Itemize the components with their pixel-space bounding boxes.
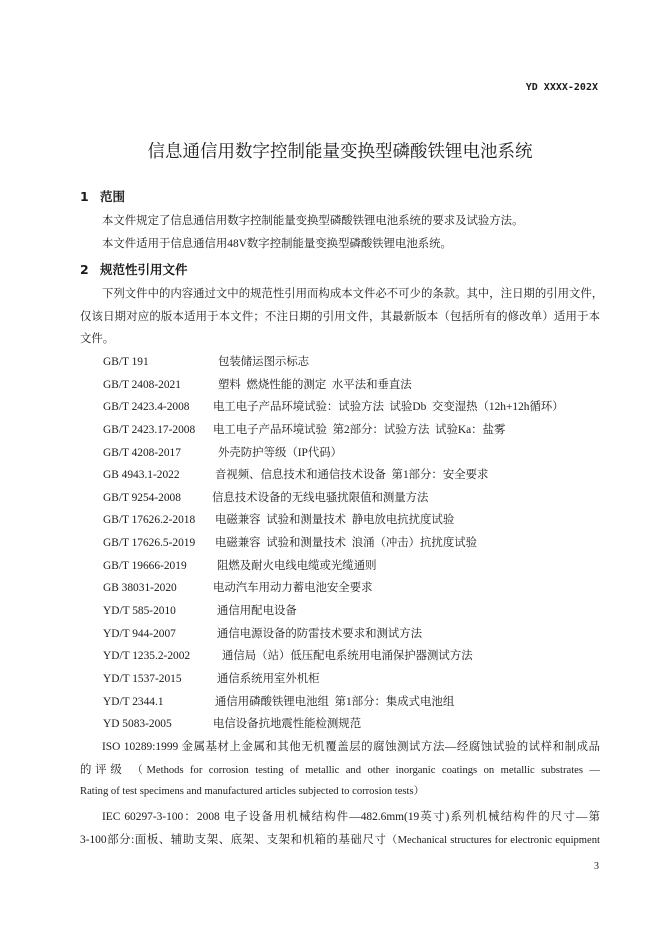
reference-title: 通信用磷酸铁锂电池组 第1部分：集成式电池组 (215, 695, 455, 708)
normative-references-intro (80, 283, 604, 351)
iso-reference (80, 736, 600, 804)
iec-line-2 (80, 829, 600, 852)
reference-code: YD/T 2344.1 (103, 695, 164, 708)
reference-row (103, 464, 603, 487)
reference-code: YD/T 1537-2015 (103, 672, 182, 685)
iso-line-3: Rating of test specimens and manufactured articles subjected to corrosion tests） (80, 786, 425, 798)
reference-code: GB/T 4208-2017 (103, 446, 181, 459)
scope-paragraph-2: 本文件适用于信息通信用48V数字控制能量变换型磷酸铁锂电池系统。 (102, 237, 452, 250)
reference-title: 电磁兼容 试验和测量技术 静电放电抗扰度试验 (215, 514, 455, 527)
reference-title: 电磁兼容 试验和测量技术 浪涌（冲击）抗扰度试验 (215, 537, 477, 550)
document-code-header: YD XXXX-202X (525, 82, 598, 93)
section-1-heading (80, 186, 380, 208)
reference-row (103, 509, 603, 532)
scope-paragraph-1: 本文件规定了信息通信用数字控制能量变换型磷酸铁锂电池系统的要求及试验方法。 (102, 215, 524, 227)
section-2-heading (80, 259, 380, 281)
reference-code: GB/T 191 (103, 356, 149, 368)
reference-code: YD/T 585-2010 (103, 605, 176, 618)
reference-row (103, 532, 603, 555)
reference-title: 通信系统用室外机柜 (217, 672, 320, 685)
reference-title: 通信局（站）低压配电系统用电涌保护器测试方法 (222, 650, 473, 663)
reference-row (103, 600, 603, 623)
section-2-title: 规范性引用文件 (100, 262, 188, 277)
reference-row (103, 442, 603, 465)
reference-title: 通信电源设备的防雷技术要求和测试方法 (217, 627, 423, 640)
reference-code: GB/T 17626.2-2018 (103, 514, 196, 527)
reference-row (103, 668, 603, 691)
reference-title: 电工电子产品环境试验：试验方法 试验Db 交变湿热（12h+12h循环） (213, 401, 564, 414)
reference-title: 电动汽车用动力蓄电池安全要求 (213, 582, 373, 595)
iso-line-2 (80, 759, 600, 782)
reference-code: YD/T 1235.2-2002 (103, 650, 191, 663)
reference-row (103, 577, 603, 600)
reference-code: GB/T 2423.4-2008 (103, 401, 190, 414)
iso-line-1: ISO 10289:1999 金属基材上金属和其他无机覆盖层的腐蚀测试方法—经腐蚀试验的试样和制成品 (102, 741, 600, 753)
iso-line-2-cn: 的评级 (80, 763, 133, 776)
reference-code: GB 4943.1-2022 (103, 469, 180, 482)
reference-code: YD 5083-2005 (103, 718, 172, 731)
reference-code: GB/T 2423.17-2008 (103, 423, 196, 436)
reference-title: 电工电子产品环境试验 第2部分：试验方法 试验Ka：盐雾 (213, 423, 506, 436)
iec-line-2-en: （Mechanical structures for electronic equipment (386, 834, 600, 846)
reference-code: YD/T 944-2007 (103, 627, 176, 640)
reference-row (103, 645, 603, 668)
reference-row (103, 396, 603, 419)
reference-row (103, 374, 603, 397)
reference-row (103, 487, 603, 510)
section-1-number: 1 (80, 189, 89, 204)
reference-list (103, 351, 603, 736)
reference-row (103, 691, 603, 714)
iec-reference (80, 806, 600, 851)
reference-code: GB/T 2408-2021 (103, 378, 181, 391)
reference-title: 音视频、信息技术和通信技术设备 第1部分：安全要求 (215, 469, 489, 482)
reference-row (103, 419, 603, 442)
reference-code: GB 38031-2020 (103, 582, 177, 595)
reference-code: GB/T 19666-2019 (103, 559, 187, 572)
reference-code: GB/T 17626.5-2019 (103, 537, 196, 550)
reference-title: 信息技术设备的无线电骚扰限值和测量方法 (212, 491, 429, 504)
reference-row (103, 623, 603, 646)
intro-line-2: 仅该日期对应的版本适用于本文件；不注日期的引用文件，其最新版本（包括所有的修改单）适用于本 (80, 310, 600, 323)
reference-row (103, 351, 603, 374)
section-1-body (102, 210, 523, 255)
iec-line-1: IEC 60297-3-100：2008 电子设备用机械结构件—482.6mm(19英寸)系列机械结构件的尺寸—第 (102, 811, 600, 823)
reference-title: 塑料 燃烧性能的测定 水平法和垂直法 (218, 378, 412, 391)
document-title: 信息通信用数字控制能量变换型磷酸铁锂电池系统 (147, 142, 533, 162)
iec-line-2-cn: 3-100部分:面板、辅助支架、底架、支架和机箱的基础尺寸 (80, 833, 387, 846)
reference-row (103, 713, 603, 736)
section-2-number: 2 (80, 262, 89, 277)
page-number: 3 (594, 861, 599, 872)
intro-line-1: 下列文件中的内容通过文中的规范性引用而构成本文件必不可少的条款。其中，注日期的引用文件， (102, 288, 604, 300)
reference-title: 通信用配电设备 (217, 605, 297, 618)
reference-code: GB/T 9254-2008 (103, 491, 181, 504)
section-1-title: 范围 (100, 189, 126, 204)
reference-title: 包装储运图示标志 (218, 356, 310, 368)
reference-row (103, 555, 603, 578)
reference-title: 阻燃及耐火电线电缆或光缆通则 (217, 559, 377, 572)
intro-line-3: 文件。 (80, 333, 115, 346)
iso-line-2-en: （Methods for corrosion testing of metallic and other inorganic coatings on metallic substrates — (132, 764, 600, 776)
reference-title: 电信设备抗地震性能检测规范 (213, 718, 362, 731)
reference-title: 外壳防护等级（IP代码） (218, 446, 343, 459)
